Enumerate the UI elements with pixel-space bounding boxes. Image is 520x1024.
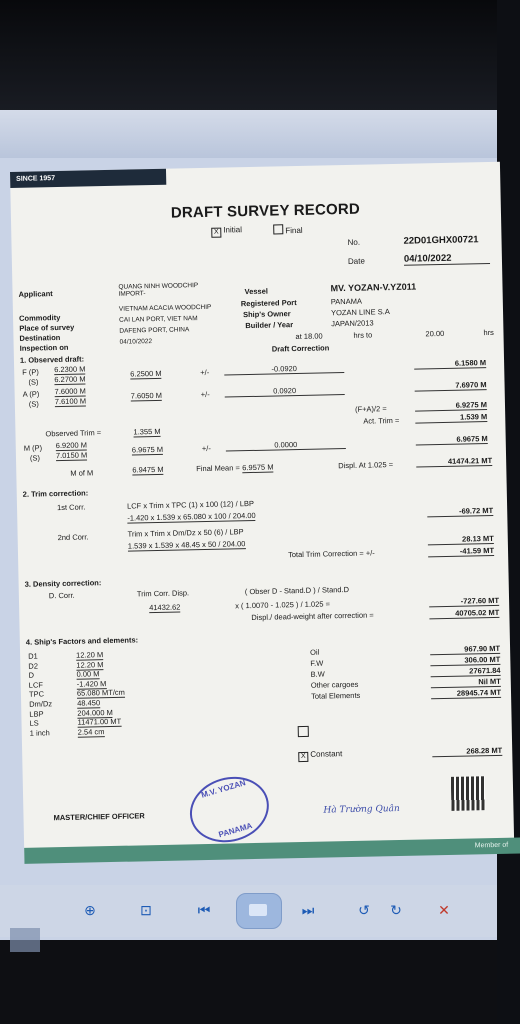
destination-value: DAFENG PORT, CHINA	[119, 326, 190, 335]
first-page-icon[interactable]: ⏮	[197, 902, 211, 918]
mofm-label: M of M	[70, 468, 94, 478]
factor-key: LS	[29, 718, 39, 728]
rotate-right-icon[interactable]: ↻	[390, 902, 402, 918]
section-density-correction: 3. Density correction:	[24, 578, 102, 589]
final-mean-label: Final Mean =	[196, 463, 240, 474]
draft-correction-header: Draft Correction	[271, 343, 330, 354]
factor-value: 11471.00 MT	[77, 716, 122, 727]
vessel-value: MV. YOZAN-V.YZ011	[330, 281, 417, 294]
constant-value: 268.28 MT	[432, 746, 502, 757]
fp-label: F (P)	[22, 367, 39, 377]
ship-owner-label: Ship's Owner	[242, 309, 291, 320]
act-trim-label: Act. Trim =	[363, 415, 400, 426]
vessel-label: Vessel	[244, 286, 269, 297]
second-corr-values: 1.539 x 1.539 x 48.45 x 50 / 204.00	[127, 539, 246, 551]
a-correction: 0.0920	[225, 385, 345, 398]
stamp-top-text: M.V. YOZAN	[200, 778, 247, 800]
act-trim-value: 1.539 M	[415, 412, 487, 424]
second-corr-formula: Trim x Trim x Dm/Dz x 50 (6) / LBP	[127, 527, 244, 539]
a-result: 7.6970 M	[414, 380, 486, 392]
displ-value: 41474.21 MT	[416, 456, 492, 468]
ms-value: 7.0150 M	[55, 450, 88, 461]
second-corr-result: 28.13 MT	[428, 534, 494, 545]
observed-trim-label: Observed Trim =	[45, 428, 102, 439]
rotate-left-icon[interactable]: ↺	[358, 902, 370, 918]
screen-top-edge	[0, 110, 497, 158]
factor-key: 1 inch	[29, 728, 50, 738]
displ-label: Displ. At 1.025 =	[338, 460, 394, 471]
first-corr-formula: LCF x Trim x TPC (1) x 100 (12) / LBP	[126, 498, 255, 511]
applicant-value: QUANG NINH WOODCHIP IMPORT-	[118, 282, 199, 298]
inspection-label: Inspection on	[19, 342, 69, 353]
place-label: Place of survey	[19, 322, 75, 333]
commodity-value: VIETNAM ACACIA WOODCHIP	[118, 303, 212, 313]
factor-value: 204.000 M	[77, 707, 113, 718]
at-time: at 18.00	[295, 331, 323, 342]
element-key: F.W	[310, 658, 324, 668]
displ-after-label: Displ./ dead-weight after correction =	[251, 610, 374, 623]
fa2-value: 6.9275 M	[415, 400, 487, 412]
constant-checkbox[interactable]: X Constant	[298, 749, 342, 762]
slideshow-button[interactable]	[236, 893, 282, 929]
place-value: CAI LAN PORT, VIET NAM	[119, 315, 198, 324]
as-value: 7.6100 M	[54, 396, 87, 407]
empty-checkbox[interactable]	[298, 726, 309, 737]
factor-key: D	[28, 670, 35, 680]
taskbar-thumbnail[interactable]	[10, 928, 40, 952]
master-officer-label: MASTER/CHIEF OFFICER	[53, 811, 145, 823]
displ-after-value: 40705.02 MT	[429, 608, 499, 619]
hrs-to: hrs to	[353, 330, 373, 340]
date-value: 04/10/2022	[404, 252, 490, 266]
ap-value: 7.6000 M	[54, 386, 86, 397]
density-formula: ( Obser D - Stand.D ) / Stand.D	[244, 584, 350, 597]
fit-page-icon[interactable]: ⊡	[140, 902, 152, 918]
monitor-bezel-top	[0, 0, 497, 118]
factor-key: LCF	[28, 680, 44, 690]
initial-checkbox[interactable]: X Initial	[211, 225, 242, 238]
element-key: Total Elements	[310, 690, 361, 701]
footer-member-text: Member of	[474, 841, 509, 850]
vessel-stamp	[182, 768, 277, 852]
hrs-end: 20.00	[425, 328, 445, 339]
company-logo: SINCE 1957	[10, 169, 166, 188]
first-corr-result: -69.72 MT	[427, 506, 493, 517]
element-value: 28945.74 MT	[431, 688, 501, 699]
factor-key: LBP	[29, 709, 44, 719]
ship-owner-value: YOZAN LINE S.A	[330, 307, 390, 318]
applicant-label: Applicant	[18, 289, 53, 299]
mp-label: M (P)	[23, 443, 43, 453]
factor-value: 48.450	[77, 698, 101, 708]
builder-value: JAPAN/2013	[331, 318, 374, 329]
element-key: Other cargoes	[310, 679, 359, 690]
a-average: 7.6050 M	[130, 390, 163, 401]
destination-label: Destination	[19, 332, 61, 343]
registered-port-label: Registered Port	[240, 298, 297, 309]
m-plusminus: +/-	[201, 443, 211, 454]
m-correction: 0.0000	[226, 439, 346, 452]
registered-port-value: PANAMA	[330, 296, 363, 307]
element-key: B.W	[310, 669, 325, 679]
second-corr-label: 2nd Corr.	[57, 532, 89, 543]
factor-value: 12.20 M	[76, 659, 104, 670]
factor-value: 65.080 MT/cm	[76, 688, 125, 699]
qr-code	[451, 776, 486, 811]
fa2-label: (F+A)/2 =	[354, 404, 387, 414]
trim-corr-disp-label: Trim Corr. Disp.	[136, 588, 190, 599]
signature: Hà Trường Quân	[323, 803, 400, 816]
last-page-icon[interactable]: ⏭	[301, 902, 315, 918]
f-average: 6.2500 M	[130, 368, 162, 379]
date-label: Date	[347, 256, 365, 266]
total-trim-value: -41.59 MT	[428, 546, 494, 557]
a-plusminus: +/-	[200, 389, 210, 400]
element-value: 306.00 MT	[430, 655, 500, 666]
factor-key: D2	[28, 661, 39, 671]
builder-label: Builder / Year	[245, 320, 294, 331]
factor-key: Dm/Dz	[29, 699, 53, 709]
density-result: -727.60 MT	[429, 596, 499, 607]
element-value: Nil MT	[431, 677, 501, 688]
no-value: 22D01GHX00721	[403, 234, 479, 247]
fs-label: (S)	[28, 377, 39, 387]
element-value: 27671.84	[430, 666, 500, 677]
inspection-value: 04/10/2022	[119, 338, 153, 346]
ms-label: (S)	[29, 453, 41, 463]
observed-trim-value: 1.355 M	[133, 426, 161, 437]
total-trim-label: Total Trim Correction = +/-	[287, 548, 375, 560]
factor-value: 2.54 cm	[77, 726, 105, 737]
hrs-unit: hrs	[483, 327, 494, 338]
delete-icon[interactable]: ✕	[438, 902, 450, 918]
factor-value: 12.20 M	[76, 650, 104, 660]
document-title: DRAFT SURVEY RECORD	[170, 200, 361, 222]
zoom-in-icon[interactable]: ⊕	[84, 902, 96, 918]
f-plusminus: +/-	[200, 367, 210, 378]
first-corr-values: -1.420 x 1.539 x 65.080 x 100 / 204.00	[127, 510, 256, 523]
section-trim-correction: 2. Trim correction:	[22, 488, 89, 499]
mp-value: 6.9200 M	[55, 440, 88, 451]
element-value: 967.90 MT	[430, 644, 500, 655]
factor-value: -1.420 M	[76, 678, 107, 689]
final-checkbox[interactable]: Final	[273, 224, 303, 236]
density-values: x ( 1.0070 - 1.025 ) / 1.025 =	[235, 599, 331, 611]
no-label: No.	[347, 237, 361, 247]
commodity-label: Commodity	[18, 312, 61, 323]
final-mean-value: 6.9575 M	[242, 462, 274, 473]
fp-value: 6.2300 M	[54, 364, 86, 375]
mofm-value: 6.9475 M	[132, 464, 164, 475]
f-correction: -0.0920	[224, 363, 344, 376]
draft-survey-document	[10, 162, 514, 862]
trim-corr-disp-value: 41432.62	[149, 602, 181, 613]
factor-value: 0.00 M	[76, 669, 100, 679]
first-corr-label: 1st Corr.	[56, 502, 86, 513]
as-label: (S)	[28, 399, 39, 409]
factor-key: D1	[28, 651, 38, 661]
ap-label: A (P)	[22, 389, 40, 399]
section-observed-draft: 1. Observed draft:	[19, 354, 85, 365]
m-average: 6.9675 M	[131, 444, 164, 455]
m-result: 6.9675 M	[416, 434, 488, 446]
factor-key: TPC	[28, 689, 45, 700]
f-result: 6.1580 M	[414, 358, 486, 370]
taskbar	[0, 940, 497, 1024]
stamp-bottom-text: PANAMA	[217, 821, 254, 840]
fs-value: 6.2700 M	[54, 374, 86, 385]
d-corr-label: D. Corr.	[48, 590, 75, 601]
element-key: Oil	[310, 647, 320, 657]
section-ship-factors: 4. Ship's Factors and elements:	[25, 635, 139, 647]
